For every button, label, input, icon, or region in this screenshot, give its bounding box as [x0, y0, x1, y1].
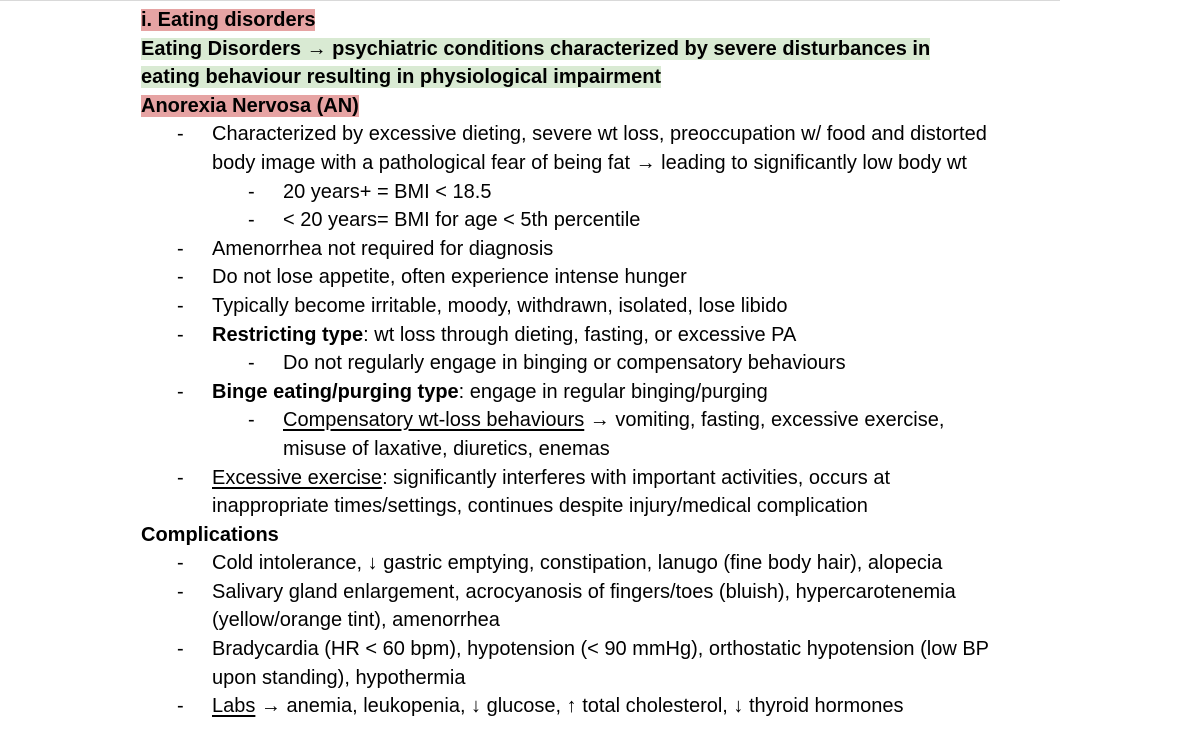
characterized-line1: Characterized by excessive dieting, severe wt loss, preoccupation w/ food and distorted	[212, 123, 987, 146]
binge-label: Binge eating/purging type	[212, 380, 459, 403]
bullet-dash: -	[248, 180, 255, 203]
bullet-dash: -	[177, 123, 184, 146]
definition-term: Eating Disorders	[141, 37, 302, 60]
list-item-exercise-cont	[141, 492, 1141, 521]
list-item-salivary	[141, 578, 1141, 607]
cold-text: Cold intolerance, ↓ gastric emptying, constipation, lanugo (fine body hair), alopecia	[212, 552, 943, 575]
sub-item-compensatory	[141, 406, 1141, 435]
page-top-border	[0, 0, 1060, 1]
characterized-line2: body image with a pathological fear of being fat → leading to significantly low body wt	[212, 151, 967, 174]
list-item-amenorrhea	[141, 235, 1141, 264]
bullet-dash: -	[248, 352, 255, 375]
salivary-line2: (yellow/orange tint), amenorrhea	[212, 609, 500, 632]
list-item-binge	[141, 378, 1141, 407]
section-heading: i. Eating disorders	[141, 9, 316, 31]
restricting-label: Restricting type	[212, 323, 364, 346]
bradycardia-line2: upon standing), hypothermia	[212, 666, 466, 689]
definition-line1: psychiatric conditions characterized by severe disturbances in	[332, 37, 931, 60]
compensatory-line2: misuse of laxative, diuretics, enemas	[283, 437, 610, 460]
bullet-dash: -	[248, 209, 255, 232]
definition-text-2: eating behaviour resulting in physiological impairment	[141, 66, 662, 89]
list-item-mood	[141, 292, 1141, 321]
section-heading-line	[141, 6, 1141, 35]
list-item-bradycardia-cont	[141, 664, 1141, 693]
bullet-dash: -	[177, 294, 184, 317]
sub-item-restricting	[141, 349, 1141, 378]
sub-item-compensatory-cont	[141, 435, 1141, 464]
bullet-dash: -	[177, 552, 184, 575]
definition-line-2	[141, 63, 1141, 92]
bullet-dash: -	[177, 380, 184, 403]
definition-line-1	[141, 35, 1141, 64]
amenorrhea-text: Amenorrhea not required for diagnosis	[212, 237, 554, 260]
definition-text-1	[141, 38, 930, 60]
list-item-characterized	[141, 120, 1141, 149]
compensatory-label: Compensatory wt-loss behaviours	[283, 409, 585, 432]
bullet-dash: -	[177, 237, 184, 260]
complications-heading-line	[141, 521, 1141, 550]
definition-arrow: →	[301, 37, 333, 60]
document-body	[141, 6, 1141, 721]
list-item-labs	[141, 692, 1141, 721]
bmi-adult-text: 20 years+ = BMI < 18.5	[283, 180, 492, 203]
bullet-dash: -	[177, 266, 184, 289]
appetite-text: Do not lose appetite, often experience intense hunger	[212, 266, 687, 289]
mood-text: Typically become irritable, moody, withdrawn, isolated, lose libido	[212, 294, 788, 317]
salivary-line1: Salivary gland enlargement, acrocyanosis of fingers/toes (bluish), hypercarotenemia	[212, 580, 956, 603]
list-item-bradycardia	[141, 635, 1141, 664]
list-item-salivary-cont	[141, 606, 1141, 635]
restricting-text: : wt loss through dieting, fasting, or excessive PA	[363, 323, 797, 346]
labs-label: Labs	[212, 695, 256, 718]
anorexia-heading: Anorexia Nervosa (AN)	[141, 94, 359, 117]
exercise-label: Excessive exercise	[212, 466, 383, 489]
bmi-child-text: < 20 years= BMI for age < 5th percentile	[283, 209, 641, 232]
restricting-sub-text: Do not regularly engage in binging or compensatory behaviours	[283, 352, 846, 375]
list-item-cold	[141, 549, 1141, 578]
bullet-dash: -	[177, 638, 184, 661]
compensatory-text: → vomiting, fasting, excessive exercise,	[584, 409, 945, 432]
list-item-appetite	[141, 263, 1141, 292]
bullet-dash: -	[177, 580, 184, 603]
sub-item-bmi-child	[141, 206, 1141, 235]
sub-item-bmi-adult	[141, 178, 1141, 207]
list-item-restricting	[141, 321, 1141, 350]
exercise-line2: inappropriate times/settings, continues despite injury/medical complication	[212, 495, 868, 518]
exercise-text: : significantly interferes with important activities, occurs at	[382, 466, 891, 489]
bullet-dash: -	[248, 409, 255, 432]
complications-heading: Complications	[141, 523, 279, 546]
bullet-dash: -	[177, 695, 184, 718]
labs-text: → anemia, leukopenia, ↓ glucose, ↑ total cholesterol, ↓ thyroid hormones	[255, 695, 904, 718]
anorexia-heading-line	[141, 92, 1141, 121]
bradycardia-line1: Bradycardia (HR < 60 bpm), hypotension (< 90 mmHg), orthostatic hypotension (low BP	[212, 638, 990, 661]
list-item-characterized-cont	[141, 149, 1141, 178]
bullet-dash: -	[177, 466, 184, 489]
list-item-exercise	[141, 464, 1141, 493]
binge-text: : engage in regular binging/purging	[458, 380, 768, 403]
bullet-dash: -	[177, 323, 184, 346]
